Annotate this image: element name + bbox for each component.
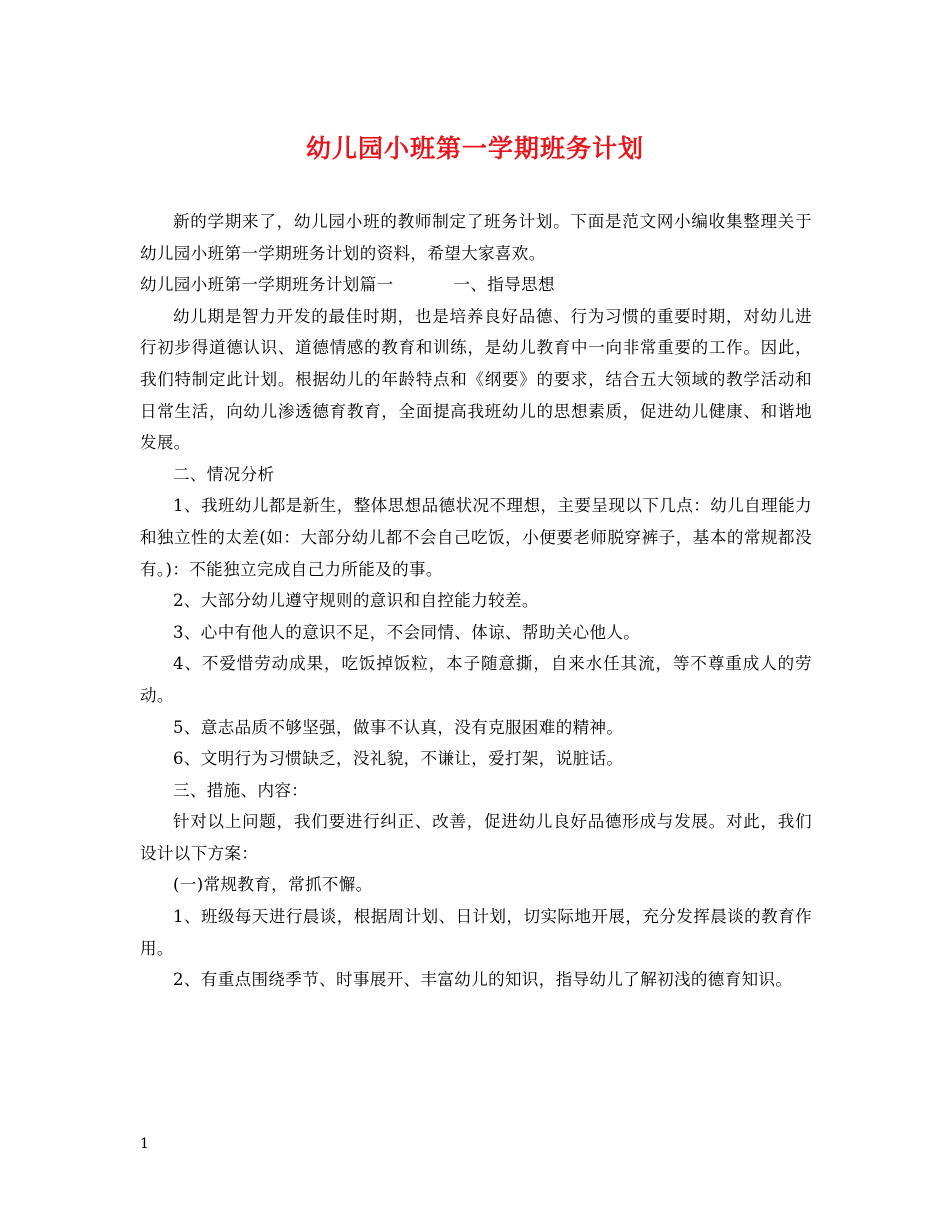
paragraph-item-2: 2、大部分幼儿遵守规则的意识和自控能力较差。	[173, 591, 539, 611]
paragraph-guiding-thought: 幼儿期是智力开发的最佳时期，也是培养良好品德、行为习惯的重要时期，对幼儿进行初步得道德认识、道德情感的教育和训练，是幼儿教育中一向非常重要的工作。因此，我们特制定此计划。根据幼儿的年龄特点和《纲要》的要求，结合五大领域的教学活动和日常生活，向幼儿渗透德育教育，全面提高我班幼儿的思想素质，促进幼儿健康、和谐地发展。	[140, 306, 812, 453]
section-heading-line	[140, 269, 812, 301]
subheading-routine-education: (一)常规教育，常抓不懈。	[173, 875, 373, 895]
paragraph-item-3: 3、心中有他人的意识不足，不会同情、体谅、帮助关心他人。	[173, 622, 641, 642]
heading-measures: 三、措施、内容：	[173, 780, 309, 800]
page-number: 1	[140, 1136, 149, 1152]
section-heading-right: 一、指导思想	[453, 275, 555, 295]
intro-paragraph: 新的学期来了，幼儿园小班的教师制定了班务计划。下面是范文网小编收集整理关于幼儿园小班第一学期班务计划的资料，希望大家喜欢。	[140, 212, 812, 263]
heading-situation-analysis: 二、情况分析	[173, 464, 275, 484]
paragraph-measure-2: 2、有重点围绕季节、时事展开、丰富幼儿的知识，指导幼儿了解初浅的德育知识。	[173, 970, 793, 990]
paragraph-item-6: 6、文明行为习惯缺乏，没礼貌，不谦让，爱打架，说脏话。	[173, 749, 624, 769]
paragraph-plan-intro: 针对以上问题，我们要进行纠正、改善，促进幼儿良好品德形成与发展。对此，我们设计以下方案：	[140, 812, 812, 863]
section-heading-left: 幼儿园小班第一学期班务计划篇一	[140, 275, 394, 295]
document-body	[140, 206, 812, 996]
paragraph-item-4: 4、不爱惜劳动成果，吃饭掉饭粒，本子随意撕，自来水任其流，等不尊重成人的劳动。	[140, 654, 812, 705]
paragraph-item-1: 1、我班幼儿都是新生，整体思想品德状况不理想，主要呈现以下几点：幼儿自理能力和独立性的太差(如：大部分幼儿都不会自己吃饭，小便要老师脱穿裤子，基本的常规都没有。)：不能独立完成自己力所能及的事。	[140, 496, 812, 579]
document-title: 幼儿园小班第一学期班务计划	[305, 134, 644, 163]
paragraph-item-5: 5、意志品质不够坚强，做事不认真，没有克服困难的精神。	[173, 717, 624, 737]
paragraph-measure-1: 1、班级每天进行晨谈，根据周计划、日计划，切实际地开展，充分发挥晨谈的教育作用。	[140, 907, 812, 958]
